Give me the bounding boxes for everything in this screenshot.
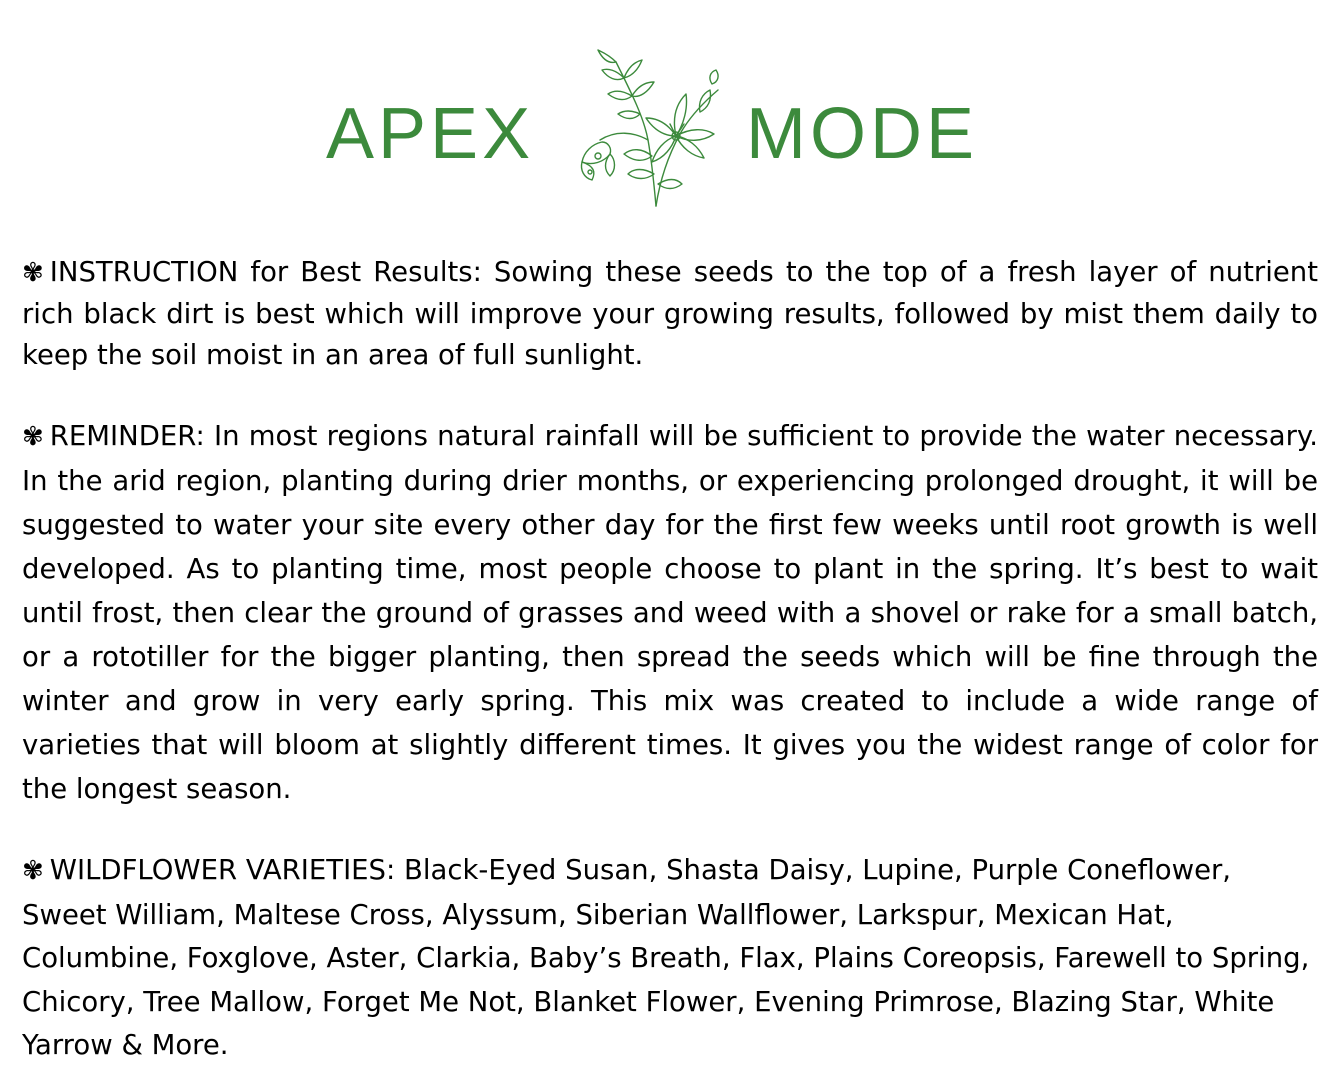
- brand-word-left: APEX: [326, 94, 535, 174]
- paragraph-text: INSTRUCTION for Best Results: Sowing these seeds to the top of a fresh layer of nutrient rich black dirt is best which will improve your growing results, followed by mist them daily to keep the soil moist in an area of full sunlight.: [22, 256, 1318, 371]
- brand-logo: [0, 20, 1340, 195]
- floral-sprig-icon: [572, 44, 732, 210]
- description-body: [22, 252, 1318, 1068]
- paragraph-varieties: [22, 849, 1318, 1068]
- paragraph-text: REMINDER: In most regions natural rainfall will be sufficient to provide the water necessary. In the arid region, planting during drier months, or experiencing prolonged drought, it will be suggested to water your site every other day for the first few weeks until root growth is well developed. As to planting time, most people choose to plant in the spring. It’s best to wait until frost, then clear the ground of grasses and weed with a shovel or rake for a small batch, or a rototiller for the bigger planting, then spread the seeds which will be fine through the winter and grow in very early spring. This mix was created to include a wide range of varieties that will bloom at slightly different times. It gives you the widest range of color for the longest season.: [22, 420, 1318, 805]
- clover-bullet-icon: ✾: [22, 422, 44, 452]
- paragraph-reminder: [22, 414, 1318, 811]
- paragraph-instruction: [22, 252, 1318, 376]
- clover-bullet-icon: ✾: [22, 856, 44, 886]
- brand-word-right: MODE: [746, 94, 978, 174]
- paragraph-text: WILDFLOWER VARIETIES: Black-Eyed Susan, Shasta Daisy, Lupine, Purple Coneflower, Sweet William, Maltese Cross, Alyssum, Siberian Wallflower, Larkspur, Mexican Hat, Columbine, Foxglove, Aster, Clarkia, Baby’s Breath, Flax, Plains Coreopsis, Farewell to Spring, Chicory, Tree Mallow, Forget Me Not, Blanket Flower, Evening Primrose, Blazing Star, White Yarrow & More.: [22, 854, 1310, 1061]
- clover-bullet-icon: ✾: [22, 258, 44, 288]
